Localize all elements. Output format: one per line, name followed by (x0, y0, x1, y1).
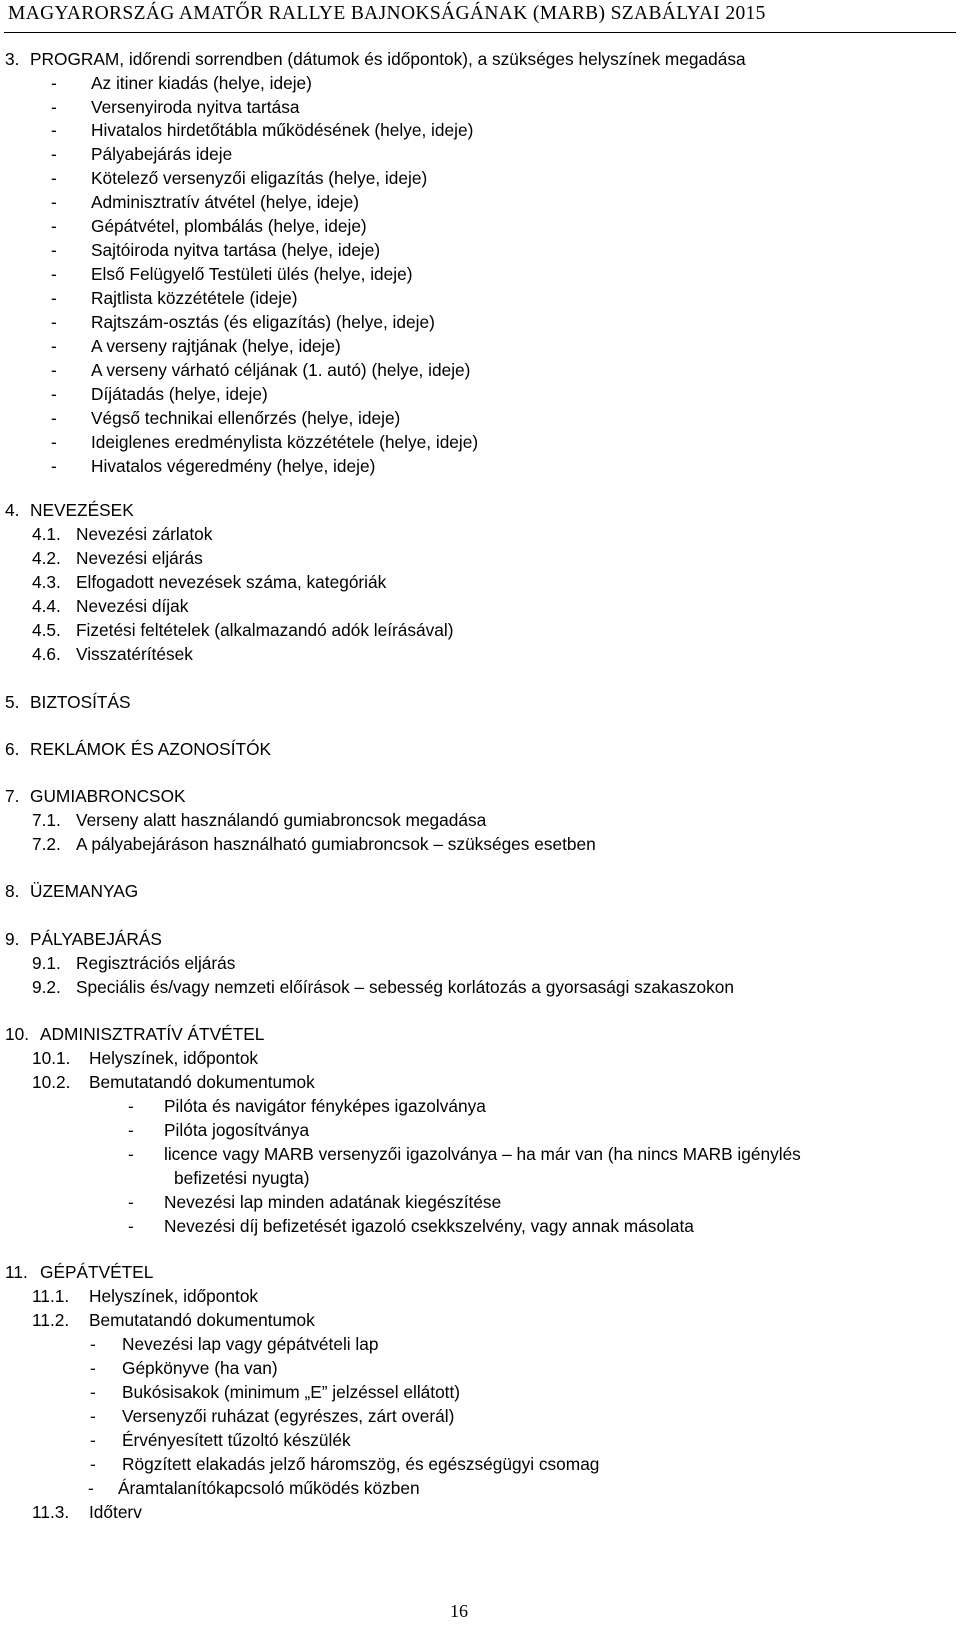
list-item-text: Sajtóiroda nyitva tartása (helye, ideje) (91, 240, 381, 260)
document-item-text: Nevezési díj befizetését igazoló csekkszelvény, vagy annak másolata (164, 1216, 694, 1236)
subsection-title: Időterv (89, 1502, 142, 1522)
dash-bullet: - (128, 1120, 134, 1140)
document-item-text: Pilóta jogosítványa (164, 1120, 310, 1140)
dash-bullet: - (90, 1358, 96, 1378)
section-number: 6. (5, 739, 20, 759)
subsection-number: 7.1. (32, 810, 61, 830)
subsection-number: 9.1. (32, 953, 61, 973)
section-number: 4. (5, 500, 20, 520)
dash-bullet: - (51, 240, 57, 260)
section-title: PROGRAM, időrendi sorrendben (dátumok és időpontok), a szükséges helyszínek megadása (30, 49, 746, 69)
dash-bullet: - (51, 384, 57, 404)
list-item-text: Végső technikai ellenőrzés (helye, ideje) (91, 408, 401, 428)
list-item-text: Hivatalos hirdetőtábla működésének (helye, ideje) (91, 120, 474, 140)
document-item-text: Pilóta és navigátor fényképes igazolványa (164, 1096, 486, 1116)
subsection-number: 10.2. (32, 1072, 71, 1092)
subsection-number: 9.2. (32, 977, 61, 997)
subsection-number: 4.6. (32, 644, 61, 664)
subsection-title: Verseny alatt használandó gumiabroncsok megadása (76, 810, 487, 830)
document-item-text: Bukósisakok (minimum „E” jelzéssel ellátott) (122, 1382, 461, 1402)
dash-bullet: - (90, 1382, 96, 1402)
section-title: GUMIABRONCSOK (30, 786, 186, 806)
section-number: 7. (5, 786, 20, 806)
document-item-text: Nevezési lap minden adatának kiegészítése (164, 1192, 502, 1212)
list-item-text: Hivatalos végeredmény (helye, ideje) (91, 456, 376, 476)
subsection-title: Bemutatandó dokumentumok (89, 1310, 315, 1330)
subsection-title: Nevezési díjak (76, 596, 189, 616)
dash-bullet: - (128, 1192, 134, 1212)
dash-bullet: - (51, 73, 57, 93)
subsection-title: Fizetési feltételek (alkalmazandó adók leírásával) (76, 620, 454, 640)
subsection-number: 10.1. (32, 1048, 71, 1068)
dash-bullet: - (128, 1144, 134, 1164)
section-number: 5. (5, 692, 20, 712)
dash-bullet: - (51, 120, 57, 140)
subsection-title: Speciális és/vagy nemzeti előírások – sebesség korlátozás a gyorsasági szakaszokon (76, 977, 734, 997)
document-item-text: Áramtalanítókapcsoló működés közben (118, 1478, 420, 1498)
section-number: 9. (5, 929, 20, 949)
document-item-text: Gépkönyve (ha van) (122, 1358, 278, 1378)
dash-bullet: - (51, 408, 57, 428)
subsection-number: 4.4. (32, 596, 61, 616)
section-title: ÜZEMANYAG (30, 881, 139, 901)
subsection-title: A pályabejáráson használható gumiabroncsok – szükséges esetben (76, 834, 596, 854)
dash-bullet: - (51, 312, 57, 332)
page-header: MAGYARORSZÁG AMATŐR RALLYE BAJNOKSÁGÁNAK (MARB) SZABÁLYAI 2015 (8, 3, 766, 24)
dash-bullet: - (51, 456, 57, 476)
section-title: REKLÁMOK ÉS AZONOSÍTÓK (30, 739, 272, 759)
subsection-number: 4.3. (32, 572, 61, 592)
section-title: GÉPÁTVÉTEL (40, 1262, 154, 1282)
dash-bullet: - (90, 1454, 96, 1474)
list-item-text: Kötelező versenyzői eligazítás (helye, ideje) (91, 168, 428, 188)
list-item-text: A verseny rajtjának (helye, ideje) (91, 336, 341, 356)
dash-bullet: - (51, 264, 57, 284)
subsection-title: Elfogadott nevezések száma, kategóriák (76, 572, 387, 592)
list-item-text: Rajtlista közzététele (ideje) (91, 288, 298, 308)
dash-bullet: - (51, 288, 57, 308)
subsection-number: 4.5. (32, 620, 61, 640)
subsection-number: 11.2. (32, 1310, 70, 1330)
dash-bullet: - (51, 432, 57, 452)
dash-bullet: - (51, 360, 57, 380)
subsection-number: 4.2. (32, 548, 61, 568)
dash-bullet: - (51, 336, 57, 356)
list-item-text: Rajtszám-osztás (és eligazítás) (helye, ideje) (91, 312, 435, 332)
list-item-text: Az itiner kiadás (helye, ideje) (91, 73, 312, 93)
section-title: BIZTOSÍTÁS (30, 692, 131, 712)
list-item-text: Első Felügyelő Testületi ülés (helye, ideje) (91, 264, 413, 284)
list-item-text: Ideiglenes eredménylista közzététele (helye, ideje) (91, 432, 479, 452)
document-item-text: Versenyzői ruházat (egyrészes, zárt overál) (122, 1406, 455, 1426)
document-item-text: licence vagy MARB versenyzői igazolványa – ha már van (ha nincs MARB igénylés (164, 1144, 801, 1164)
section-number: 3. (5, 49, 20, 69)
subsection-number: 11.3. (32, 1502, 70, 1522)
subsection-title: Visszatérítések (76, 644, 193, 664)
document-item-text: Nevezési lap vagy gépátvételi lap (122, 1334, 379, 1354)
header-rule (4, 32, 956, 33)
page-number: 16 (450, 1601, 468, 1621)
list-item-text: Pályabejárás ideje (91, 144, 233, 164)
dash-bullet: - (88, 1478, 94, 1498)
dash-bullet: - (128, 1096, 134, 1116)
list-item-text: Díjátadás (helye, ideje) (91, 384, 268, 404)
dash-bullet: - (128, 1216, 134, 1236)
dash-bullet: - (51, 192, 57, 212)
section-title: NEVEZÉSEK (30, 500, 134, 520)
subsection-title: Nevezési eljárás (76, 548, 203, 568)
dash-bullet: - (90, 1334, 96, 1354)
document-item-continuation: befizetési nyugta) (174, 1168, 310, 1188)
section-title: ADMINISZTRATÍV ÁTVÉTEL (40, 1024, 265, 1044)
subsection-title: Regisztrációs eljárás (76, 953, 236, 973)
list-item-text: A verseny várható céljának (1. autó) (helye, ideje) (91, 360, 471, 380)
dash-bullet: - (51, 216, 57, 236)
section-number: 11. (5, 1262, 28, 1282)
dash-bullet: - (51, 168, 57, 188)
section-number: 10. (5, 1024, 30, 1044)
subsection-title: Helyszínek, időpontok (89, 1286, 259, 1306)
subsection-title: Bemutatandó dokumentumok (89, 1072, 315, 1092)
section-number: 8. (5, 881, 20, 901)
dash-bullet: - (90, 1430, 96, 1450)
list-item-text: Adminisztratív átvétel (helye, ideje) (91, 192, 359, 212)
section-title: PÁLYABEJÁRÁS (30, 929, 162, 949)
subsection-number: 11.1. (32, 1286, 70, 1306)
list-item-text: Gépátvétel, plombálás (helye, ideje) (91, 216, 367, 236)
dash-bullet: - (90, 1406, 96, 1426)
subsection-title: Helyszínek, időpontok (89, 1048, 259, 1068)
subsection-title: Nevezési zárlatok (76, 524, 213, 544)
subsection-number: 7.2. (32, 834, 61, 854)
document-item-text: Rögzített elakadás jelző háromszög, és egészségügyi csomag (122, 1454, 600, 1474)
dash-bullet: - (51, 144, 57, 164)
document-item-text: Érvényesített tűzoltó készülék (122, 1430, 351, 1450)
subsection-number: 4.1. (32, 524, 61, 544)
list-item-text: Versenyiroda nyitva tartása (91, 97, 300, 117)
dash-bullet: - (51, 97, 57, 117)
